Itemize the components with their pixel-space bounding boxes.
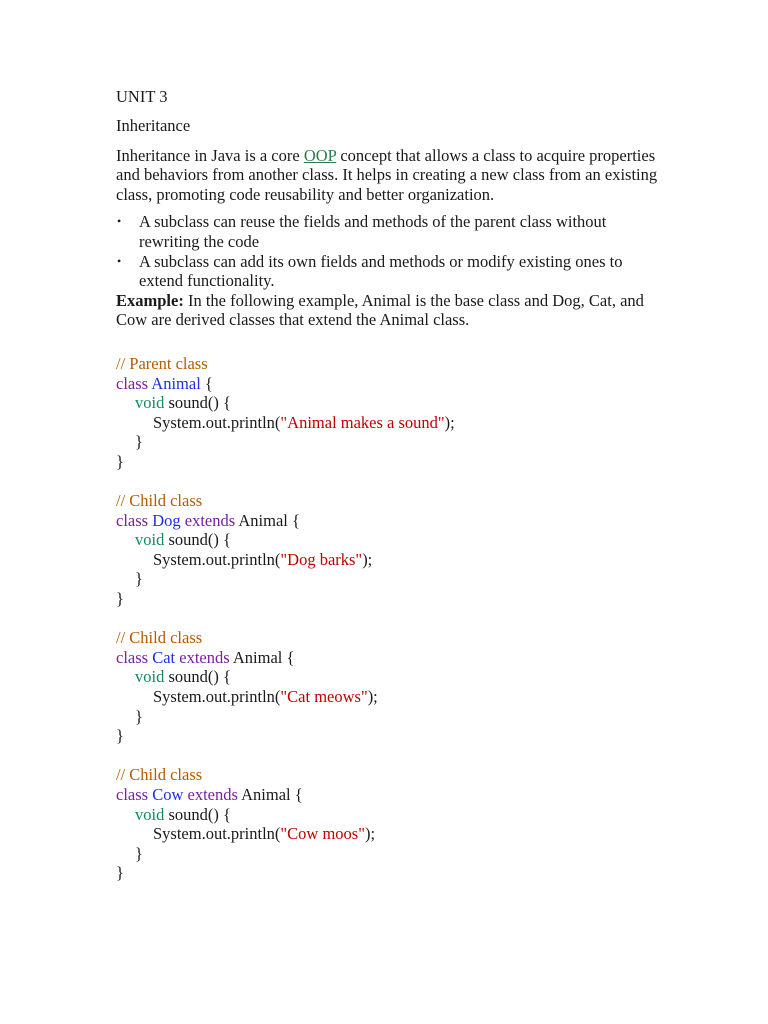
method-close-brace: } [135,569,143,589]
code-block-2 [116,628,661,746]
code-block-0 [116,354,661,472]
document-page [116,87,661,903]
println-statement: System.out.println("Cow moos"); [153,824,376,844]
method-close-brace: } [135,432,143,452]
println-statement: System.out.println("Cat meows"); [153,687,378,707]
code-block-3 [116,765,661,883]
method-declaration: void sound() { [135,393,231,413]
unit-heading: UNIT 3 [116,87,168,106]
method-declaration: void sound() { [135,804,231,824]
code-comment: // Child class [116,628,203,648]
class-declaration: class Cat extends Animal { [116,647,295,667]
code-comment: // Child class [116,491,203,511]
intro-text-start: Inheritance in Java is a core [116,145,304,165]
list-item: • A subclass can reuse the fields and methods of the parent class without rewriting the code [139,212,661,251]
class-declaration: class Animal { [116,373,213,393]
class-close-brace: } [116,451,124,471]
example-label: Example: [116,290,184,310]
code-comment: // Parent class [116,353,208,373]
feature-list [116,212,661,290]
class-declaration: class Cow extends Animal { [116,785,303,804]
println-statement: System.out.println("Animal makes a sound"); [153,412,455,432]
code-listing [116,354,661,883]
println-statement: System.out.println("Dog barks"); [153,549,373,569]
class-close-brace: } [116,863,124,883]
code-block-1 [116,491,661,609]
topic-heading: Inheritance [116,116,191,135]
code-comment: // Child class [116,765,203,785]
example-text: In the following example, Animal is the base class and Dog, Cat, and Cow are derived classes that extend the Animal class. [116,290,644,330]
method-declaration: void sound() { [135,530,231,550]
intro-paragraph [116,146,661,205]
class-close-brace: } [116,589,124,609]
intro-text-end: concept that allows a class to acquire properties and behaviors from another class. It helps in creating a new class from an existing class, promoting code reusability and better organization. [116,145,658,204]
example-paragraph [116,291,661,330]
method-close-brace: } [135,706,143,726]
class-close-brace: } [116,726,124,746]
method-declaration: void sound() { [135,667,231,687]
class-declaration: class Dog extends Animal { [116,510,300,530]
list-item: • A subclass can add its own fields and methods or modify existing ones to extend functionality. [139,252,661,291]
oop-link[interactable]: OOP [303,145,337,165]
method-close-brace: } [135,843,143,863]
